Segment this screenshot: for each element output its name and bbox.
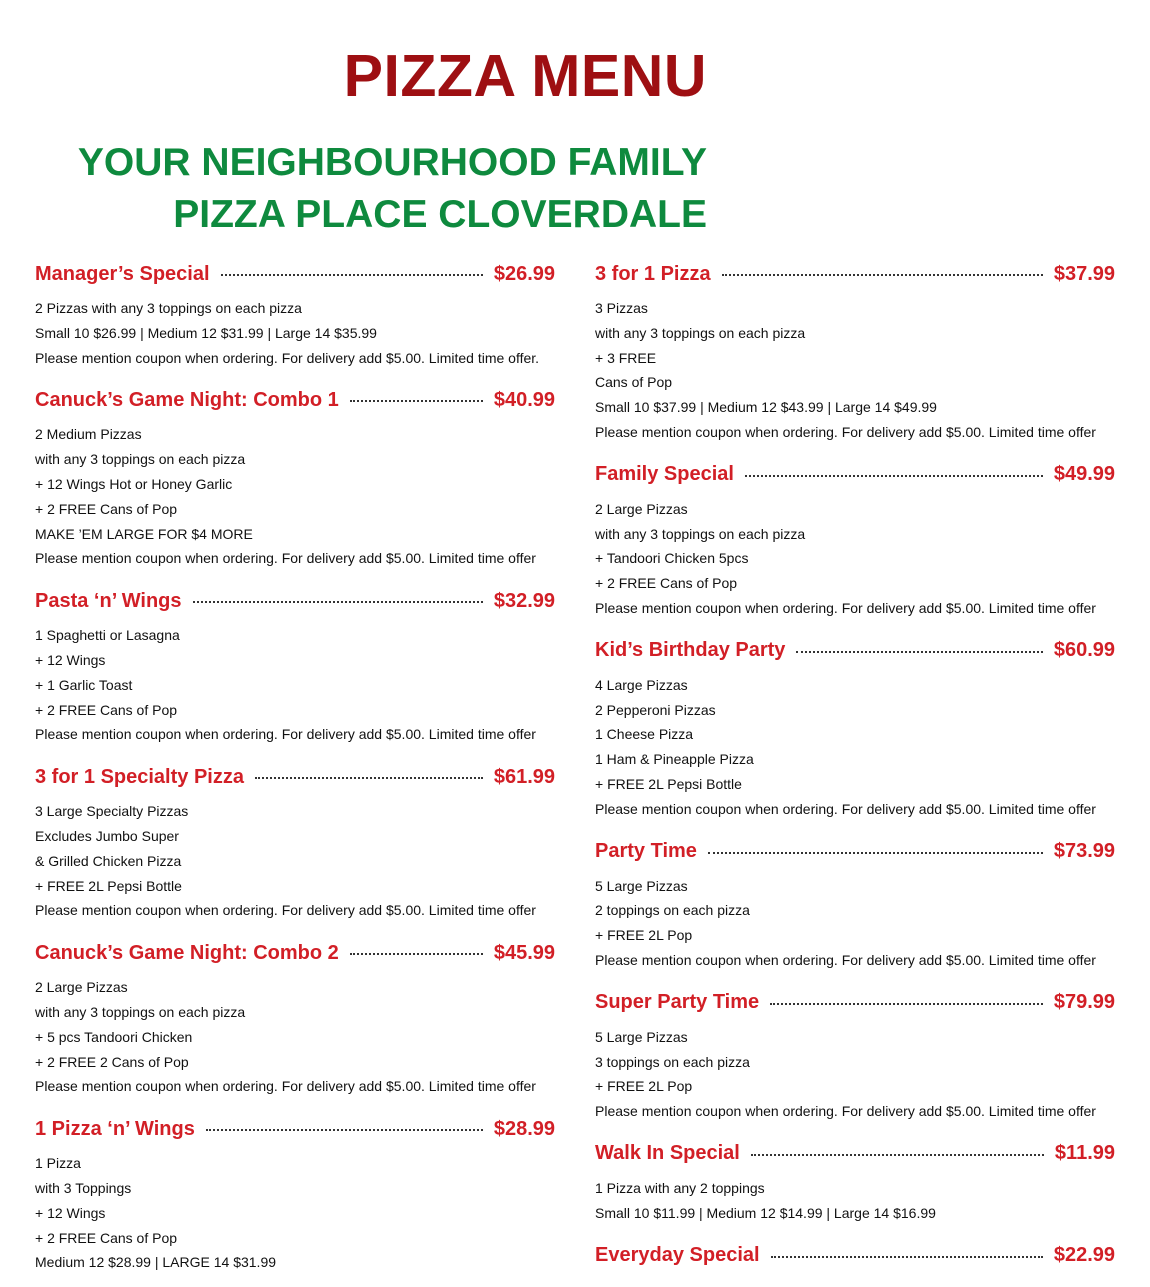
menu-item-line: Medium 12 $28.99 | LARGE 14 $31.99 — [35, 1254, 277, 1271]
menu-item-line: Please mention coupon when ordering. For delivery add $5.00. Limited time offer — [35, 726, 536, 743]
menu-item-description — [35, 296, 555, 370]
menu-item-header — [595, 457, 1115, 493]
menu-item-name: Manager’s Special — [35, 262, 210, 285]
dotted-leader — [751, 1154, 1044, 1156]
dotted-leader — [350, 953, 483, 955]
dotted-leader — [722, 274, 1043, 276]
menu-item-line: with any 3 toppings on each pizza — [35, 451, 246, 468]
menu-item-line: with 3 Toppings — [35, 1179, 132, 1196]
dotted-leader — [745, 475, 1043, 477]
menu-item-line: + FREE 2L Pepsi Bottle — [595, 775, 742, 792]
menu-item-line: MAKE ’EM LARGE FOR $4 MORE — [35, 525, 253, 542]
menu-item-line: Small 10 $11.99 | Medium 12 $14.99 | Large 14 $16.99 — [595, 1204, 936, 1221]
menu-item-price: $49.99 — [1053, 463, 1115, 486]
menu-item — [35, 1111, 555, 1275]
menu-item-name: Pasta ‘n’ Wings — [35, 589, 182, 612]
menu-item-price: $73.99 — [1053, 840, 1115, 863]
page-subtitle — [78, 137, 707, 241]
menu-item-price: $11.99 — [1054, 1142, 1115, 1165]
menu-item-description — [35, 623, 555, 747]
menu-item-header — [595, 1238, 1115, 1274]
menu-item-line: + 2 FREE Cans of Pop — [595, 575, 738, 592]
menu-item-price: $40.99 — [493, 388, 555, 411]
menu-item-name: Kid’s Birthday Party — [595, 639, 786, 662]
menu-item — [35, 382, 555, 571]
menu-item-line: with any 3 toppings on each pizza — [35, 1003, 246, 1020]
menu-item — [595, 256, 1115, 445]
menu-item-line: Please mention coupon when ordering. For delivery add $5.00. Limited time offer — [595, 800, 1096, 817]
menu-item-header — [35, 1111, 555, 1147]
menu-item — [35, 256, 555, 370]
menu-item — [595, 1238, 1115, 1274]
menu-item-name: Everyday Special — [595, 1244, 760, 1267]
menu-item-description — [595, 1176, 1115, 1226]
menu-item-header — [35, 759, 555, 795]
menu-item-line: + FREE 2L Pepsi Bottle — [35, 877, 182, 894]
menu-item-line: 4 Large Pizzas — [595, 676, 688, 693]
menu-item-line: 1 Ham & Pineapple Pizza — [595, 751, 754, 768]
menu-item-name: Party Time — [595, 840, 697, 863]
menu-item-line: 1 Spaghetti or Lasagna — [35, 627, 180, 644]
menu-item-line: 5 Large Pizzas — [595, 877, 688, 894]
menu-item-price: $37.99 — [1053, 262, 1115, 285]
menu-item-name: 3 for 1 Specialty Pizza — [35, 765, 244, 788]
menu-item-line: 3 Pizzas — [595, 300, 648, 316]
menu-item-price: $60.99 — [1053, 639, 1115, 662]
dotted-leader — [193, 601, 483, 603]
menu-item-line: + 1 Garlic Toast — [35, 676, 133, 693]
menu-item-header — [595, 633, 1115, 669]
menu-item — [35, 583, 555, 747]
menu-item — [595, 457, 1115, 621]
menu-item-line: Please mention coupon when ordering. For delivery add $5.00. Limited time offer — [595, 423, 1096, 440]
menu-item-line: Please mention coupon when ordering. For delivery add $5.00. Limited time offer — [595, 951, 1096, 968]
menu-item-line: 2 Pizzas with any 3 toppings on each pizza — [35, 300, 302, 316]
menu-item-description — [35, 975, 555, 1099]
menu-item-price: $28.99 — [493, 1117, 555, 1140]
menu-item-name: Family Special — [595, 463, 734, 486]
menu-item-line: Small 10 $26.99 | Medium 12 $31.99 | Large 14 $35.99 — [35, 324, 377, 341]
menu-item-name: Walk In Special — [595, 1142, 740, 1165]
menu-item-header — [595, 1136, 1115, 1172]
menu-item-name: Canuck’s Game Night: Combo 2 — [35, 941, 339, 964]
menu-item-line: + 3 FREE — [595, 349, 657, 366]
menu-item-header — [35, 382, 555, 418]
menu-item-line: with any 3 toppings on each pizza — [595, 525, 806, 542]
menu-item-line: 2 Large Pizzas — [35, 979, 128, 996]
menu-item-description — [595, 1025, 1115, 1124]
menu-item-description — [595, 296, 1115, 445]
menu-item-line: Please mention coupon when ordering. For delivery add $5.00. Limited time offer — [595, 1103, 1096, 1120]
menu-item-line: 1 Cheese Pizza — [595, 726, 694, 743]
menu-column-right — [595, 256, 1115, 1286]
menu-item-line: & Grilled Chicken Pizza — [35, 852, 182, 869]
menu-column-left — [35, 256, 555, 1287]
menu-item-line: with any 3 toppings on each pizza — [595, 324, 806, 341]
dotted-leader — [255, 777, 483, 779]
menu-item-line: Please mention coupon when ordering. For delivery add $5.00. Limited time offer — [35, 902, 536, 919]
menu-item — [595, 1136, 1115, 1226]
dotted-leader — [708, 852, 1043, 854]
menu-item-line: Please mention coupon when ordering. For delivery add $5.00. Limited time offer. — [35, 349, 540, 366]
menu-item-header — [35, 256, 555, 292]
menu-item-line: + 2 FREE Cans of Pop — [35, 500, 178, 517]
menu-item-line: 1 Pizza with any 2 toppings — [595, 1179, 765, 1196]
menu-item-price: $79.99 — [1053, 991, 1115, 1014]
menu-item — [35, 759, 555, 923]
menu-item — [595, 834, 1115, 973]
menu-item-line: + 2 FREE 2 Cans of Pop — [35, 1053, 189, 1070]
dotted-leader — [206, 1129, 483, 1131]
dotted-leader — [796, 651, 1042, 653]
menu-item-name: Super Party Time — [595, 991, 760, 1014]
menu-item-description — [35, 422, 555, 571]
menu-item-description — [35, 799, 555, 923]
menu-item-line: 1 Pizza — [35, 1155, 81, 1172]
menu-item-header — [35, 583, 555, 619]
menu-item-line: Please mention coupon when ordering. For delivery add $5.00. Limited time offer — [35, 550, 536, 567]
dotted-leader — [771, 1256, 1043, 1258]
menu-item — [35, 935, 555, 1099]
menu-item-line: + 2 FREE Cans of Pop — [35, 1229, 178, 1246]
menu-item-line: + FREE 2L Pop — [595, 1078, 693, 1095]
menu-item-line: + 12 Wings Hot or Honey Garlic — [35, 475, 233, 492]
subtitle-line-2: PIZZA PLACE CLOVERDALE — [173, 193, 707, 236]
menu-item-line: 2 toppings on each pizza — [595, 902, 750, 919]
menu-item-description — [595, 497, 1115, 621]
menu-item-line: 2 Large Pizzas — [595, 500, 688, 517]
menu-item — [595, 633, 1115, 822]
subtitle-line-1: YOUR NEIGHBOURHOOD FAMILY — [77, 141, 707, 184]
menu-item-line: Please mention coupon when ordering. For delivery add $5.00. Limited time offer — [595, 599, 1096, 616]
menu-item-price: $26.99 — [493, 262, 555, 285]
menu-item-price: $45.99 — [493, 941, 555, 964]
menu-item-line: + FREE 2L Pop — [595, 927, 693, 944]
menu-item-line: 5 Large Pizzas — [595, 1028, 688, 1045]
menu-item-price: $32.99 — [493, 589, 555, 612]
menu-item-description — [595, 874, 1115, 973]
menu-item-line: Please mention coupon when ordering. For delivery add $5.00. Limited time offer — [35, 1078, 536, 1095]
menu-item-name: Canuck’s Game Night: Combo 1 — [35, 388, 339, 411]
dotted-leader — [221, 274, 483, 276]
menu-item-line: + Tandoori Chicken 5pcs — [595, 550, 749, 567]
dotted-leader — [770, 1003, 1043, 1005]
menu-item — [595, 985, 1115, 1124]
menu-item-price: $61.99 — [493, 765, 555, 788]
menu-item-line: Small 10 $37.99 | Medium 12 $43.99 | Large 14 $49.99 — [595, 399, 937, 416]
menu-item-header — [595, 256, 1115, 292]
menu-item-line: Excludes Jumbo Super — [35, 827, 179, 844]
menu-item-price: $22.99 — [1053, 1244, 1115, 1267]
menu-item-header — [35, 935, 555, 971]
menu-item-line: + 12 Wings — [35, 651, 106, 668]
menu-item-line: Cans of Pop — [595, 374, 673, 391]
menu-item-line: 3 toppings on each pizza — [595, 1053, 750, 1070]
menu-item-line: + 12 Wings — [35, 1204, 106, 1221]
menu-item-header — [595, 985, 1115, 1021]
menu-item-name: 1 Pizza ‘n’ Wings — [35, 1117, 195, 1140]
menu-item-line: 2 Pepperoni Pizzas — [595, 701, 716, 718]
menu-item-header — [595, 834, 1115, 870]
menu-item-name: 3 for 1 Pizza — [595, 262, 711, 285]
page-title: PIZZA MENU — [343, 43, 707, 109]
menu-item-description — [35, 1151, 555, 1275]
menu-item-description — [595, 673, 1115, 822]
menu-item-line: 2 Medium Pizzas — [35, 426, 142, 443]
menu-item-line: + 2 FREE Cans of Pop — [35, 701, 178, 718]
dotted-leader — [350, 400, 483, 402]
menu-item-line: + 5 pcs Tandoori Chicken — [35, 1028, 193, 1045]
menu-item-line: 3 Large Specialty Pizzas — [35, 803, 189, 820]
